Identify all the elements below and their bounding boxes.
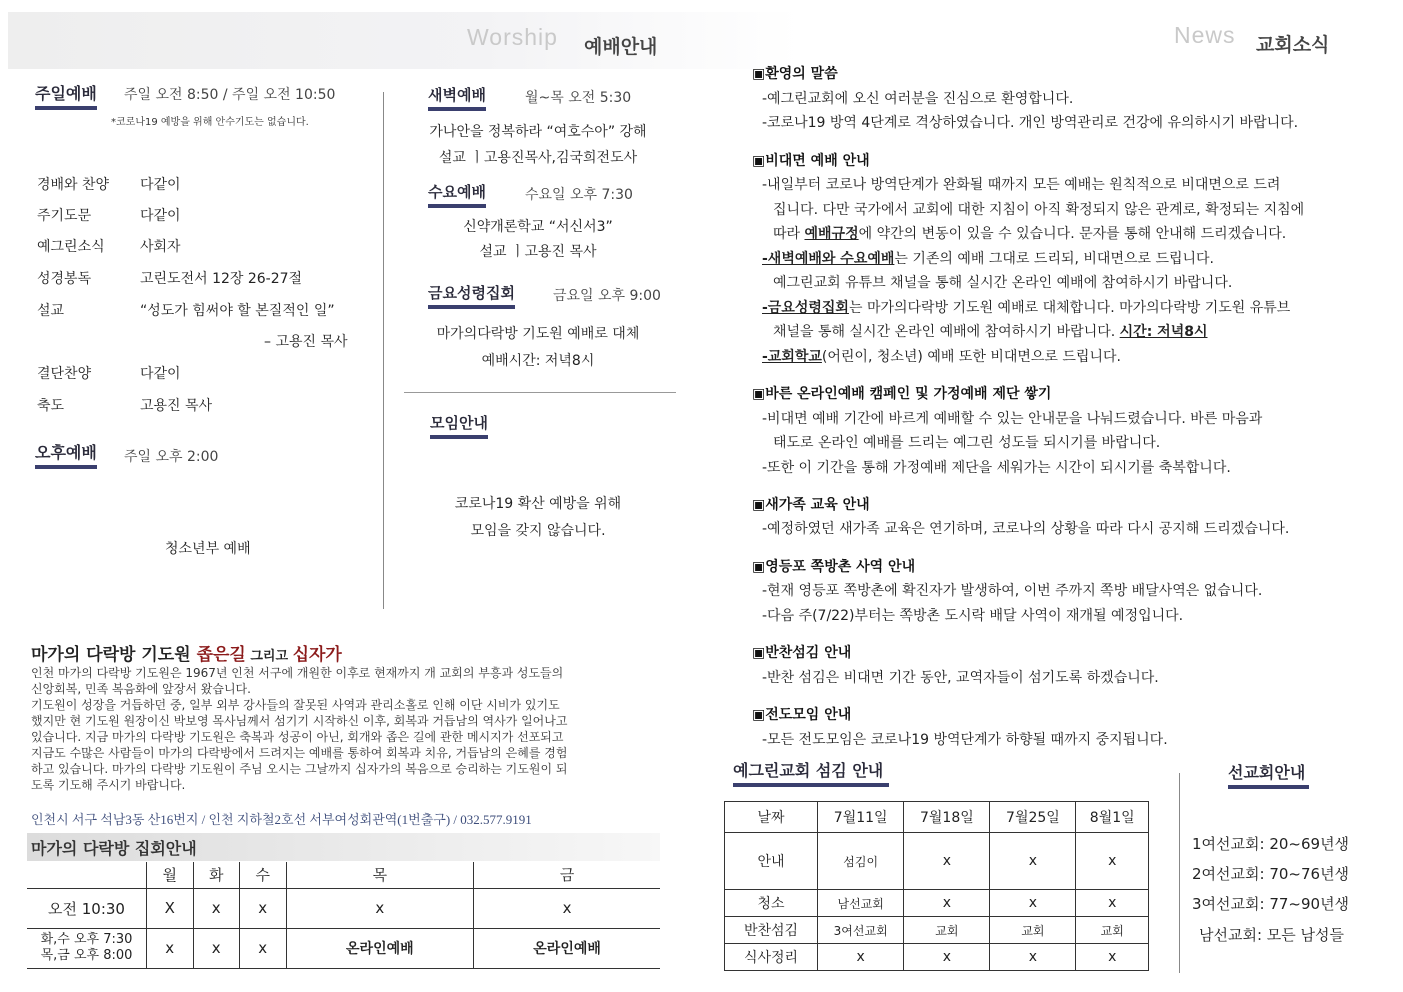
table-cell: 온라인예배 [286,928,474,968]
friday-time: 금요일 오후 9:00 [553,288,661,304]
table-cell: x [147,928,194,968]
wednesday-line2: 설교 ㅣ고용진 목사 [479,244,597,260]
text-run: 예배규정 [804,226,859,242]
body-line: 신앙회복, 민족 복음화에 앞장서 왔습니다. [31,682,251,696]
table-cell: x [240,888,287,928]
serving-cell: x [904,944,990,971]
dawn-line2: 설교 ㅣ고용진목사,김국희전도사 [438,150,638,166]
news-line [773,223,1286,243]
meeting-line2: 모임을 갖지 않습니다. [470,523,606,539]
news-line [773,321,1208,341]
news-heading: ▣전도모임 안내 [752,707,852,723]
serving-header: 7월25일 [990,802,1076,833]
day-header: 금 [474,862,660,888]
body-line: 지금도 수많은 사람들이 마가의 다락방에서 드려지는 예배를 통하여 회복과 치유, 거듭남의 은혜를 경험 [31,746,568,760]
serving-role: 식사정리 [725,944,818,971]
title-part: 그리고 [245,649,293,664]
prayer-house-address: 인천시 서구 석남3동 산16번지 / 인천 지하철2호선 서부여성회관역(1번출구) / 032.577.9191 [31,812,532,827]
news-heading: ▣반찬섬김 안내 [752,645,852,661]
header-worship-ko: 예배안내 [584,36,658,58]
order-value: 고린도전서 12장 26-27절 [140,271,303,287]
order-label: 축도 [37,398,65,414]
table-cell: x [474,888,660,928]
text-run: 채널을 통해 실시간 온라인 예배에 참여하시기 바랍니다. [773,324,1120,340]
body-line: 했지만 현 기도원 원장이신 박보영 목사님께서 섬기기 시작하신 이후, 회복과 거듭남의 역사가 일어나고 [31,714,568,728]
day-header: 월 [147,862,194,888]
serving-cell: 교회 [1076,917,1149,944]
serving-cell: x [818,944,904,971]
column-divider [383,92,384,609]
prayer-house-body [31,665,671,793]
text-run: -금요성령집회 [762,300,849,316]
text-run: 따라 [773,226,805,242]
time-line: 목,금 오후 8:00 [40,948,133,963]
afternoon-time: 주일 오후 2:00 [124,449,219,465]
news-line: -모든 전도모임은 코로나19 방역단계가 하향될 때까지 중지됩니다. [762,732,1168,748]
news-heading: ▣바른 온라인예배 캠페인 및 가정예배 제단 쌓기 [752,386,1052,402]
order-label: 성경봉독 [37,271,92,287]
header-bar [8,12,800,69]
serving-header: 날짜 [725,802,818,833]
text-run: (어린이, 청소년) 예배 또한 비대면으로 드립니다. [821,349,1121,365]
serving-cell: x [1076,890,1149,917]
title-part: 좁은길 [196,645,246,665]
order-value: 고용진 목사 [140,398,213,414]
serving-cell: x [1076,833,1149,890]
order-value: 다같이 [140,208,181,224]
serving-header: 7월18일 [904,802,990,833]
mission-item: 1여선교회: 20~69년생 [1192,835,1350,853]
text-run: 는 마가의다락방 기도원 예배로 대체합니다. 마가의다락방 기도원 유튜브 [848,300,1291,316]
news-line: 태도로 온라인 예배를 드리는 예그린 성도들 되시기를 바랍니다. [773,435,1161,451]
dawn-line1: 가나안을 정복하라 “여호수아” 강해 [429,124,647,140]
text-run: -교회학교 [762,349,822,365]
prayer-house-title [31,640,342,665]
order-value: – 고용진 목사 [264,334,348,350]
text-run: 는 기존의 예배 그대로 드리되, 비대면으로 드립니다. [894,251,1215,267]
divider [404,392,676,393]
friday-title: 금요성령집회 [428,282,515,309]
serving-cell: x [990,833,1076,890]
dawn-title: 새벽예배 [428,84,486,111]
serving-cell: 교회 [990,917,1076,944]
news-line: 예그린교회 유튜브 채널을 통해 실시간 온라인 예배에 참여하시기 바랍니다. [773,275,1233,291]
order-value: 다같이 [140,366,181,382]
text-run: 시간: 저녁8시 [1119,324,1208,340]
order-value: “성도가 힘써야 할 본질적인 일” [140,303,335,319]
table-cell: 온라인예배 [474,928,660,968]
news-line [762,346,1121,366]
news-heading: ▣환영의 말씀 [752,66,838,82]
serving-cell: x [990,944,1076,971]
news-line: -예정하였던 새가족 교육은 연기하며, 코로나의 상황을 따라 다시 공지해 드리겠습니다. [762,521,1290,537]
news-line: 집니다. 다만 국가에서 교회에 대한 지침이 아직 확정되지 않은 관계로, 확정되는 지침에 [773,202,1305,218]
order-label: 예그린소식 [37,239,105,255]
wednesday-title: 수요예배 [428,181,486,208]
order-label: 경배와 찬양 [37,177,110,193]
mission-item: 2여선교회: 70~76년생 [1192,865,1350,883]
body-line: 인천 마가의 다락방 기도원은 1967년 인천 서구에 개원한 이후로 현재까지 개 교회의 부흥과 성도들의 [31,666,564,680]
wednesday-time: 수요일 오후 7:30 [525,187,633,203]
serving-cell: x [904,833,990,890]
friday-line1: 마가의다락방 기도원 예배로 대체 [436,326,640,342]
serving-table [724,801,1149,971]
meeting-table [27,862,660,969]
text-run: -새벽예배와 수요예배 [762,251,895,267]
table-cell: x [240,928,287,968]
serving-cell: 섬김이 [818,833,904,890]
time-cell [27,928,147,968]
header-news-ko: 교회소식 [1256,34,1330,56]
table-cell: x [286,888,474,928]
text-run: 에 약간의 변동이 있을 수 있습니다. 문자를 통해 안내해 드리겠습니다. [858,226,1287,242]
order-label: 설교 [37,303,65,319]
table-cell: x [193,928,240,968]
dawn-time: 월~목 오전 5:30 [525,90,632,106]
title-part: 마가의 다락방 기도원 [31,645,197,665]
news-line: -비대면 예배 기간에 바르게 예배할 수 있는 안내문을 나눠드렸습니다. 바른 마음과 [762,411,1263,427]
news-line: -반찬 섬김은 비대면 기간 동안, 교역자들이 섬기도록 하겠습니다. [762,670,1159,686]
order-label: 주기도문 [37,208,92,224]
order-label: 결단찬양 [37,366,92,382]
serving-header: 8월1일 [1076,802,1149,833]
serving-cell: x [990,890,1076,917]
order-value: 사회자 [140,239,181,255]
time-line: 화,수 오후 7:30 [40,932,133,947]
meeting-line1: 코로나19 확산 예방을 위해 [454,496,622,512]
serving-cell: x [1076,944,1149,971]
header-news-en: News [1174,22,1236,48]
sunday-note: *코로나19 예방을 위해 안수기도는 없습니다. [111,117,309,128]
table-cell [27,862,147,888]
friday-line2: 예배시간: 저녁8시 [481,353,595,369]
header-worship-en: Worship [467,24,558,50]
table-cell: X [147,888,194,928]
body-line: 도록 기도해 주시기 바랍니다. [31,778,186,792]
body-line: 기도원이 성장을 거듭하던 중, 일부 외부 강사들의 잘못된 사역과 관리소홀로 인해 이단 시비가 있기도 [31,698,560,712]
news-line: -내일부터 코로나 방역단계가 완화될 때까지 모든 예배는 원칙적으로 비대면으로 드려 [762,177,1281,193]
meeting-table-title: 마가의 다락방 집회안내 [31,839,197,858]
title-part: 십자가 [292,645,342,665]
afternoon-title: 오후예배 [35,440,97,469]
serving-title: 예그린교회 섬김 안내 [733,758,889,787]
serving-cell: 교회 [904,917,990,944]
mission-divider [1179,773,1180,973]
time-cell: 오전 10:30 [48,899,125,918]
news-line: -다음 주(7/22)부터는 쪽방촌 도시락 배달 사역이 재개될 예정입니다. [762,608,1184,624]
serving-role: 청소 [725,890,818,917]
news-line [762,248,1214,268]
day-header: 목 [286,862,474,888]
serving-role: 반찬섬김 [725,917,818,944]
serving-role: 안내 [725,833,818,890]
news-line: -예그린교회에 오신 여러분을 진심으로 환영합니다. [762,91,1074,107]
news-heading: ▣비대면 예배 안내 [752,153,870,169]
day-header: 화 [193,862,240,888]
serving-cell: 3여선교회 [818,917,904,944]
day-header: 수 [240,862,287,888]
sunday-title: 주일예배 [35,81,97,110]
mission-title: 선교회안내 [1228,760,1309,789]
meeting-title: 모임안내 [430,412,488,439]
body-line: 하고 있습니다. 마가의 다락방 기도원이 주님 오시는 그날까지 십자가의 복음으로 승리하는 기도원이 되 [31,762,568,776]
news-heading: ▣영등포 쪽방촌 사역 안내 [752,559,916,575]
afternoon-desc: 청소년부 예배 [165,541,251,557]
order-value: 다같이 [140,177,181,193]
mission-item: 3여선교회: 77~90년생 [1192,895,1350,913]
news-line: -코로나19 방역 4단계로 격상하였습니다. 개인 방역관리로 건강에 유의하시기 바랍니다. [762,115,1299,131]
wednesday-line1: 신약개론학교 “서신서3” [463,219,613,235]
serving-header: 7월11일 [818,802,904,833]
news-line [762,297,1290,317]
serving-cell: 남선교회 [818,890,904,917]
serving-cell: x [904,890,990,917]
news-heading: ▣새가족 교육 안내 [752,497,870,513]
news-line: -또한 이 기간을 통해 가정예배 제단을 세워가는 시간이 되시기를 축복합니다. [762,460,1231,476]
sunday-time: 주일 오전 8:50 / 주일 오전 10:50 [124,87,336,103]
body-line: 있습니다. 지금 마가의 다락방 기도원은 축복과 성공이 아닌, 회개와 좁은 길에 관한 메시지가 선포되고 [31,730,564,744]
news-line: -현재 영등포 쪽방촌에 확진자가 발생하여, 이번 주까지 쪽방 배달사역은 없습니다. [762,583,1263,599]
mission-item: 남선교회: 모든 남성들 [1199,926,1345,944]
table-cell: x [193,888,240,928]
